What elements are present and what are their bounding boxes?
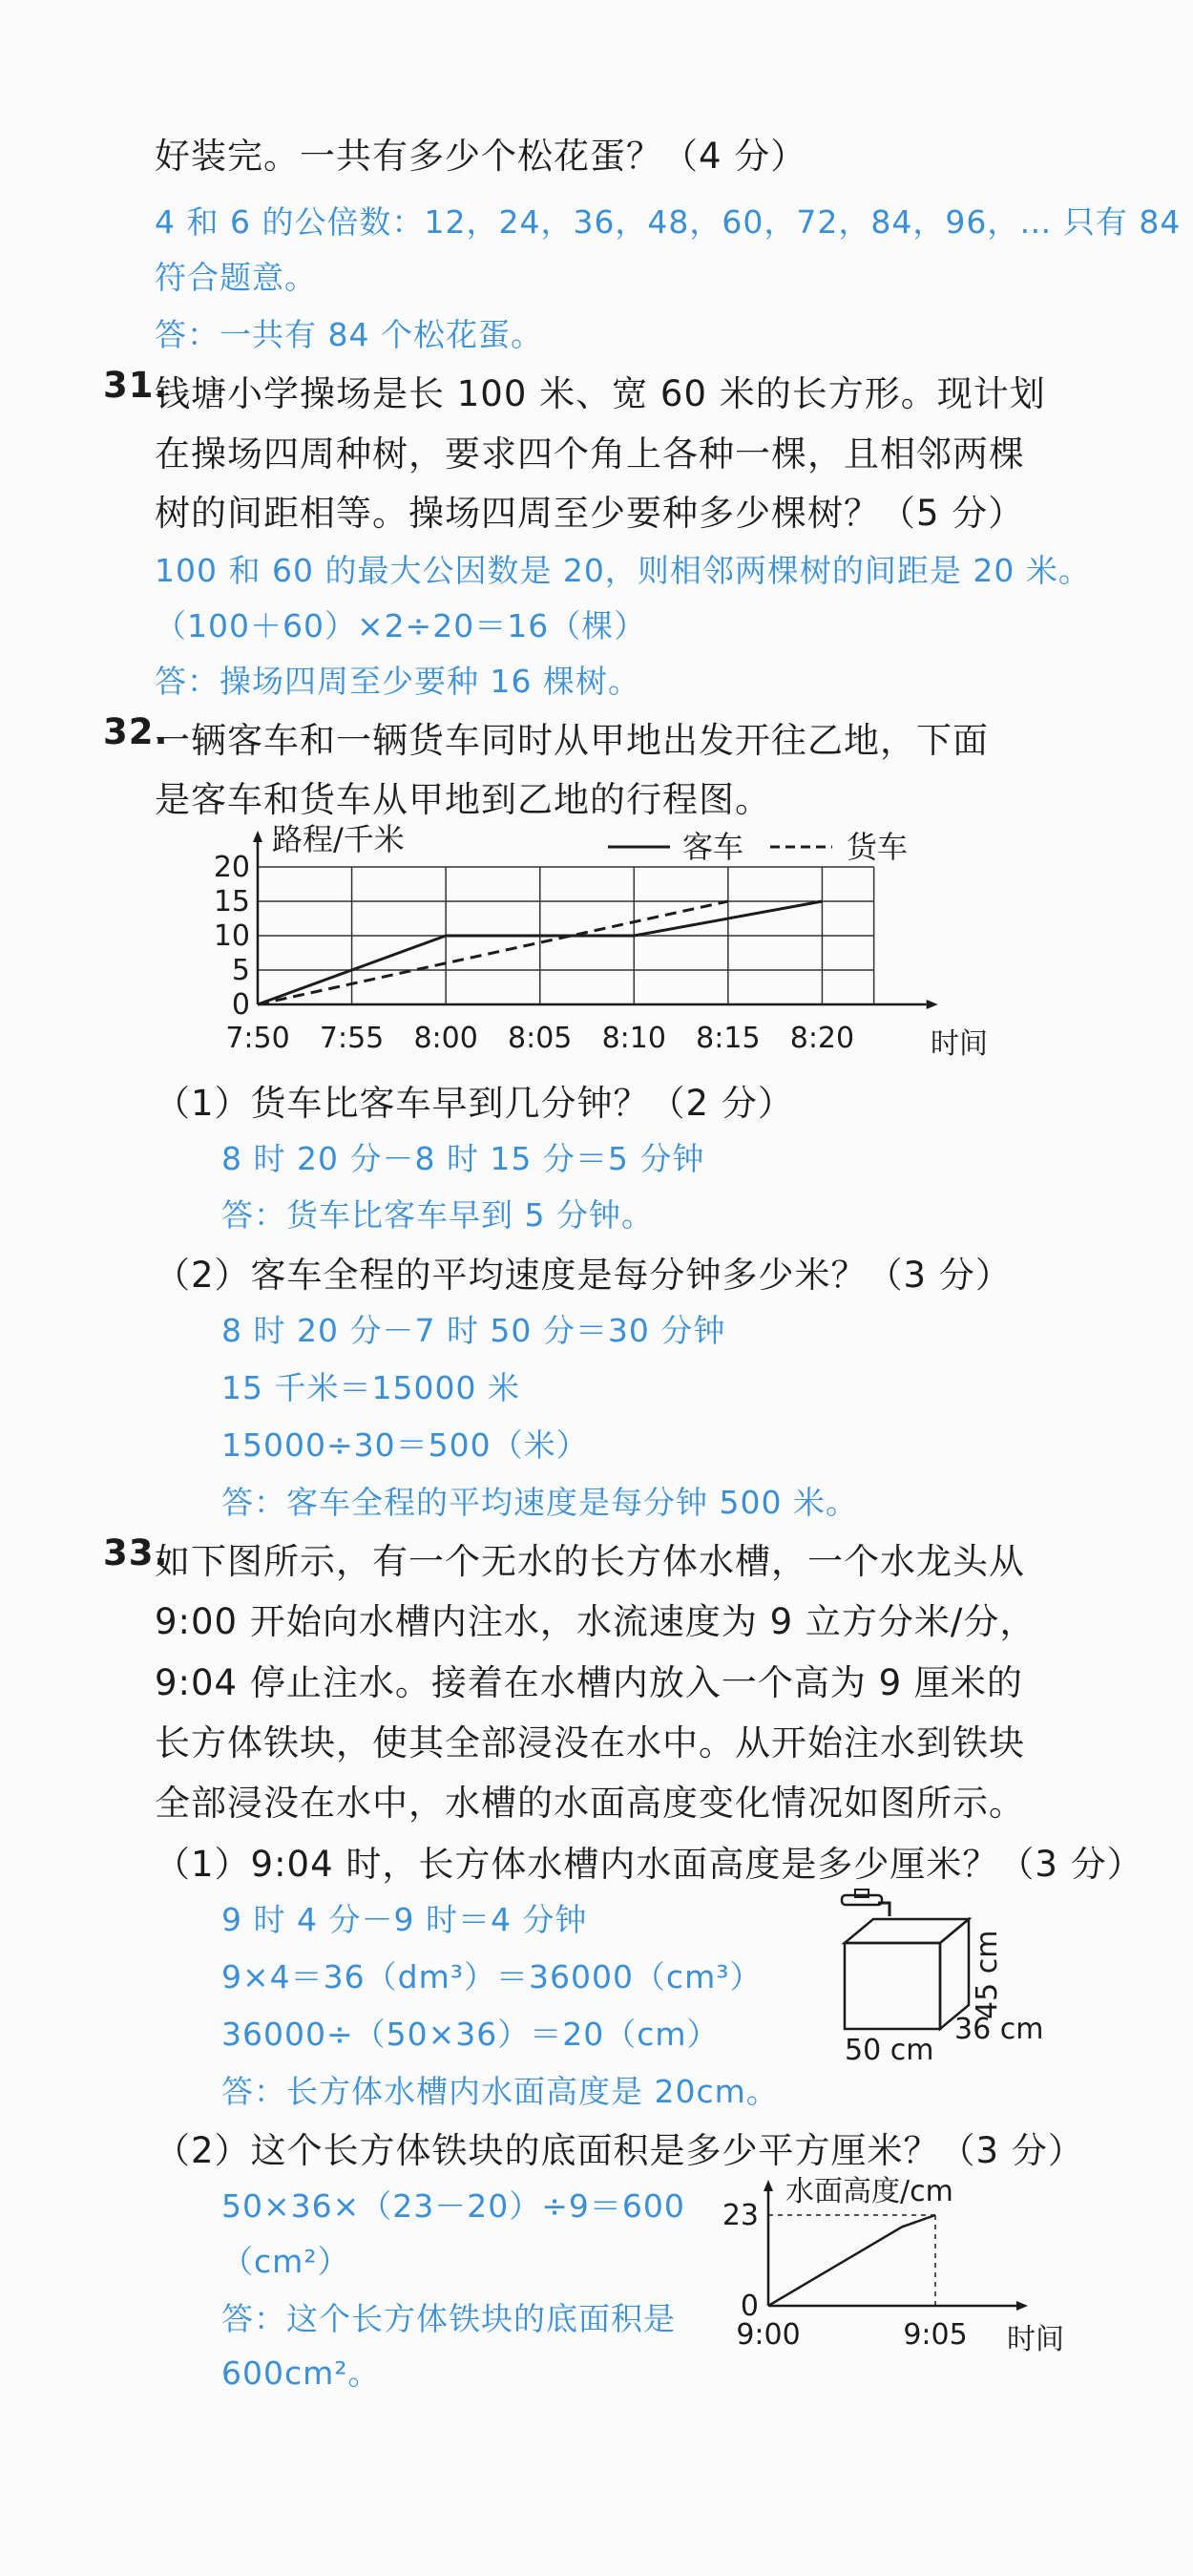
x-axis-arrow [927, 1000, 938, 1009]
q33-line3: 9:04 停止注水。接着在水槽内放入一个高为 9 厘米的 [155, 1662, 1023, 1703]
q30-answer: 答：一共有 84 个松花蛋。 [155, 316, 543, 353]
x-tick-label: 8:00 [413, 1022, 478, 1055]
tank-front-face [845, 1943, 940, 2029]
x-tick-label: 9:05 [903, 2318, 968, 2352]
q32-part1-answer: 答：货车比客车早到 5 分钟。 [221, 1196, 654, 1234]
tank-width-label: 36 cm [954, 2013, 1044, 2046]
x-axis-label: 时间 [931, 1027, 988, 1061]
y-tick-label: 5 [231, 954, 250, 987]
x-tick-label: 9:00 [736, 2318, 801, 2352]
x-axis-label: 时间 [1007, 2323, 1064, 2354]
travel-chart [205, 821, 1045, 1069]
q33-line2: 9:00 开始向水槽内注水，水流速度为 9 立方分米/分， [155, 1601, 1036, 1642]
y-tick-labels [214, 851, 250, 1022]
series-line-truck [258, 901, 728, 1004]
q32-part2-answer: 答：客车全程的平均速度是每分钟 500 米。 [221, 1484, 858, 1521]
q32-part1-question: （1）货车比客车早到几分钟？（2 分） [155, 1083, 794, 1124]
x-tick-label: 7:55 [319, 1022, 385, 1055]
q32-number: 32. [103, 711, 169, 752]
q31-number: 31. [103, 365, 169, 406]
tick-labels [722, 2199, 968, 2352]
q32-part2-solution-line1: 8 时 20 分－7 时 50 分＝30 分钟 [221, 1312, 726, 1349]
q32-line2: 是客车和货车从甲地到乙地的行程图。 [155, 779, 771, 820]
q33-line4: 长方体铁块，使其全部浸没在水中。从开始注水到铁块 [155, 1722, 1025, 1763]
y-tick-label: 15 [213, 885, 250, 918]
q33-part2-answer-line1: 答：这个长方体铁块的底面积是 [221, 2300, 676, 2337]
q33-number: 33. [103, 1532, 169, 1573]
x-axis-arrow [1016, 2301, 1028, 2311]
water-tank-diagram [821, 1886, 1069, 2077]
y-axis-label: 水面高度/cm [785, 2175, 953, 2208]
q30-question-cont: 好装完。一共有多少个松花蛋？（4 分） [155, 136, 807, 177]
q31-solution-line2: （100＋60）×2÷20＝16（棵） [155, 607, 647, 644]
q31-line1: 钱塘小学操场是长 100 米、宽 60 米的长方形。现计划 [155, 373, 1046, 414]
q31-line2: 在操场四周种树，要求四个角上各种一棵，且相邻两棵 [155, 433, 1025, 475]
q32-part2-solution-line2: 15 千米＝15000 米 [221, 1369, 520, 1406]
faucet-icon [842, 1890, 890, 1916]
q33-part2-solution-line2: （cm²） [221, 2243, 350, 2280]
chart-series [768, 2215, 935, 2306]
q32-line1: 一辆客车和一辆货车同时从甲地出发开往乙地，下面 [155, 720, 989, 761]
x-tick-labels [225, 1022, 854, 1055]
y-tick-label: 23 [722, 2199, 759, 2232]
q33-line1: 如下图所示，有一个无水的长方体水槽，一个水龙头从 [155, 1541, 1025, 1582]
q33-part2-solution-line1: 50×36×（23－20）÷9＝600 [221, 2187, 685, 2225]
q33-part1-question: （1）9:04 时，长方体水槽内水面高度是多少厘米？（3 分） [155, 1844, 1143, 1885]
x-tick-label: 7:50 [225, 1022, 290, 1055]
tank-height-label: 45 cm [971, 1930, 1004, 2019]
x-tick-label: 8:15 [696, 1022, 761, 1055]
q32-part2-solution-line3: 15000÷30＝500（米） [221, 1426, 589, 1464]
legend-label-bus: 客车 [682, 829, 744, 865]
q31-solution-line1: 100 和 60 的最大公因数是 20，则相邻两棵树的间距是 20 米。 [155, 552, 1091, 589]
tank-length-label: 50 cm [845, 2034, 934, 2067]
q33-line5: 全部浸没在水中，水槽的水面高度变化情况如图所示。 [155, 1783, 1025, 1824]
series-line-water-level [768, 2215, 935, 2306]
x-tick-label: 8:20 [789, 1022, 855, 1055]
q33-part1-answer: 答：长方体水槽内水面高度是 20cm。 [221, 2073, 779, 2110]
y-axis-label: 路程/千米 [272, 821, 405, 857]
q33-part2-question: （2）这个长方体铁块的底面积是多少平方厘米？（3 分） [155, 2130, 1084, 2171]
q32-part2-question: （2）客车全程的平均速度是每分钟多少米？（3 分） [155, 1255, 1012, 1296]
x-tick-label: 8:10 [601, 1022, 666, 1055]
q31-line3: 树的间距相等。操场四周至少要种多少棵树？（5 分） [155, 493, 1025, 534]
y-axis-arrow [253, 831, 262, 842]
y-tick-label: 0 [231, 988, 250, 1022]
q33-part2-answer-line2: 600cm²。 [221, 2354, 381, 2392]
y-tick-label: 0 [740, 2290, 759, 2323]
y-tick-label: 10 [213, 919, 250, 953]
q32-part1-solution: 8 时 20 分－8 时 15 分＝5 分钟 [221, 1140, 705, 1177]
legend-label-truck: 货车 [847, 829, 909, 865]
q33-part1-solution-line2: 9×4＝36（dm³）＝36000（cm³） [221, 1958, 763, 1995]
tank-top-face [845, 1919, 969, 1943]
q33-part1-solution-line3: 36000÷（50×36）＝20（cm） [221, 2016, 720, 2053]
y-tick-label: 20 [213, 851, 250, 884]
y-axis-arrow [764, 2180, 773, 2191]
q30-solution-line1: 4 和 6 的公倍数：12，24，36，48，60，72，84，96，… 只有 84 [155, 203, 1182, 241]
x-tick-label: 8:05 [508, 1022, 573, 1055]
q31-answer: 答：操场四周至少要种 16 棵树。 [155, 663, 640, 700]
q30-solution-line2: 符合题意。 [155, 259, 317, 296]
q33-part1-solution-line1: 9 时 4 分－9 时＝4 分钟 [221, 1901, 588, 1938]
water-level-chart [721, 2172, 1074, 2354]
